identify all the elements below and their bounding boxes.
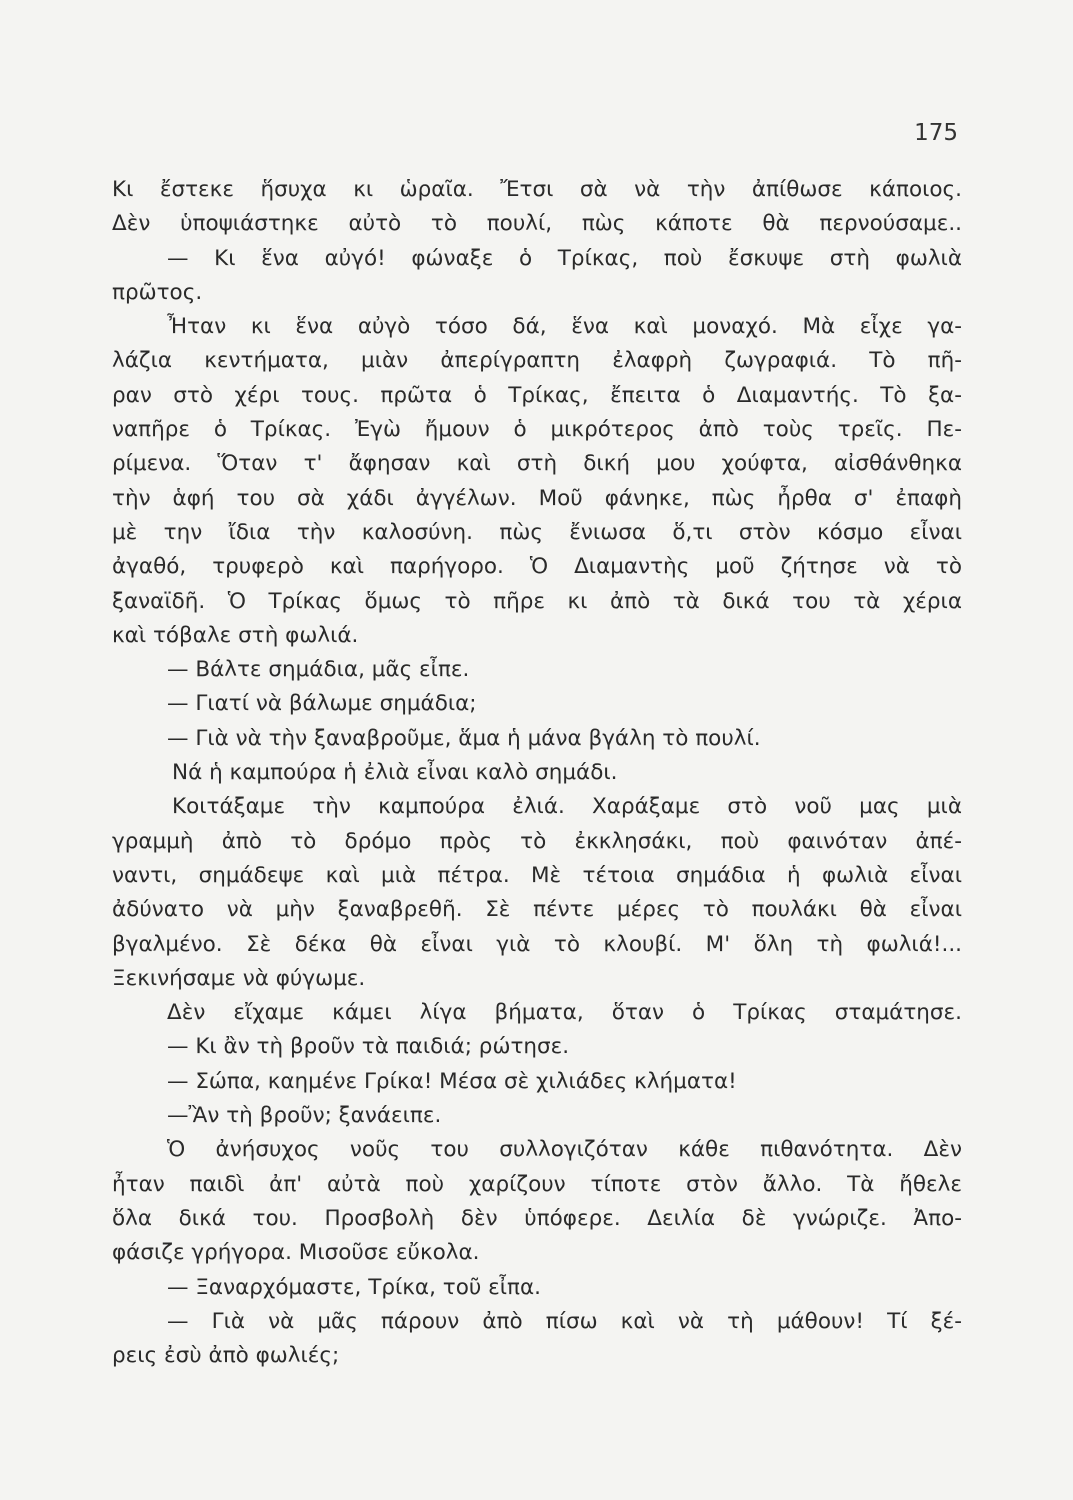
- text-line: Ξεκινήσαμε νὰ φύγωμε.: [112, 965, 366, 991]
- page-number: 175: [914, 120, 958, 146]
- text-line: Κοιτάξαμε τὴν καμπούρα ἐλιά. Χαράξαμε στὸ νοῦ μας μιὰ: [172, 794, 962, 820]
- text-line: τὴν ἁφή του σὰ χάδι ἀγγέλων. Μοῦ φάνηκε, πὼς ἦρθα σ' ἐπαφὴ: [112, 485, 962, 511]
- text-line: ἦταν παιδὶ ἀπ' αὐτὰ ποὺ χαρίζουν τίποτε στὸν ἄλλο. Τὰ ἤθελε: [112, 1171, 962, 1197]
- text-line: καὶ τόβαλε στὴ φωλιά.: [112, 622, 359, 648]
- text-line: φάσιζε γρήγορα. Μισοῦσε εὔκολα.: [112, 1240, 480, 1266]
- text-line: λάζια κεντήματα, μιὰν ἀπερίγραπτη ἐλαφρὴ ζωγραφιά. Τὸ πῆ-: [112, 348, 962, 374]
- text-line: — Ξαναρχόμαστε, Τρίκα, τοῦ εἶπα.: [167, 1274, 541, 1300]
- text-line: Ὁ ἀνήσυχος νοῦς του συλλογιζόταν κάθε πιθανότητα. Δὲν: [167, 1137, 962, 1163]
- text-line: — Κι ἂν τὴ βροῦν τὰ παιδιά; ρώτησε.: [167, 1034, 570, 1060]
- text-line: ρίμενα. Ὅταν τ' ἄφησαν καὶ στὴ δική μου χούφτα, αἰσθάνθηκα: [112, 451, 962, 477]
- text-line: — Κι ἕνα αὐγό! φώναξε ὁ Τρίκας, ποὺ ἔσκυψε στὴ φωλιὰ: [167, 245, 962, 271]
- text-line: — Βάλτε σημάδια, μᾶς εἶπε.: [167, 657, 470, 683]
- text-line: Κι ἔστεκε ἥσυχα κι ὡραῖα. Ἔτσι σὰ νὰ τὴν ἀπίθωσε κάποιος.: [112, 177, 962, 202]
- text-line: βγαλμένο. Σὲ δέκα θὰ εἶναι γιὰ τὸ κλουβί. Μ' ὅλη τὴ φωλιά!...: [112, 931, 962, 957]
- text-line: ναντι, σημάδεψε καὶ μιὰ πέτρα. Μὲ τέτοια σημάδια ἡ φωλιὰ εἶναι: [112, 862, 962, 888]
- text-line: ναπῆρε ὁ Τρίκας. Ἐγὼ ἤμουν ὁ μικρότερος ἀπὸ τοὺς τρεῖς. Πε-: [112, 417, 962, 443]
- text-line: — Γιὰ νὰ μᾶς πάρουν ἀπὸ πίσω καὶ νὰ τὴ μάθουν! Τί ξέ-: [167, 1308, 962, 1334]
- text-line: γραμμὴ ἀπὸ τὸ δρόμο πρὸς τὸ ἐκκλησάκι, ποὺ φαινόταν ἀπέ-: [112, 828, 962, 854]
- text-line: ἀγαθό, τρυφερὸ καὶ παρήγορο. Ὁ Διαμαντὴς μοῦ ζήτησε νὰ τὸ: [112, 554, 962, 580]
- text-line: — Σώπα, καημένε Γρίκα! Μέσα σὲ χιλιάδες κλήματα!: [167, 1068, 737, 1094]
- text-line: Ἦταν κι ἕνα αὐγὸ τόσο δά, ἕνα καὶ μοναχό. Μὰ εἶχε γα-: [167, 314, 962, 340]
- text-line: — Γιὰ νὰ τὴν ξαναβροῦμε, ἅμα ἡ μάνα βγάλη τὸ πουλί.: [167, 725, 761, 751]
- text-line: μὲ την ἴδια τὴν καλοσύνη. πὼς ἔνιωσα ὅ,τι στὸν κόσμο εἶναι: [112, 519, 962, 545]
- text-line: ἀδύνατο νὰ μὴν ξαναβρεθῆ. Σὲ πέντε μέρες τὸ πουλάκι θὰ εἶναι: [112, 897, 962, 923]
- body-text: [112, 173, 962, 1373]
- text-line: ρεις ἐσὺ ἀπὸ φωλιές;: [112, 1343, 340, 1369]
- text-line: ραν στὸ χέρι τους. πρῶτα ὁ Τρίκας, ἔπειτα ὁ Διαμαντής. Τὸ ξα-: [112, 382, 962, 408]
- text-line: πρῶτος.: [112, 279, 203, 305]
- text-line: Νά ἡ καμπούρα ἡ ἐλιὰ εἶναι καλὸ σημάδι.: [172, 760, 618, 786]
- text-line: ὅλα δικά του. Προσβολὴ δὲν ὑπόφερε. Δειλία δὲ γνώριζε. Ἀπο-: [112, 1205, 962, 1231]
- text-line: — Γιατί νὰ βάλωμε σημάδια;: [167, 691, 477, 717]
- text-line: Δὲν ὑποψιάστηκε αὐτὸ τὸ πουλί, πὼς κάποτε θὰ περνούσαμε..: [112, 211, 962, 237]
- text-line: Δὲν εἴχαμε κάμει λίγα βήματα, ὅταν ὁ Τρίκας σταμάτησε.: [167, 1000, 962, 1026]
- text-line: ξαναϊδῆ. Ὁ Τρίκας ὅμως τὸ πῆρε κι ἀπὸ τὰ δικά του τὰ χέρια: [112, 588, 962, 614]
- text-line: —Ἂν τὴ βροῦν; ξανάειπε.: [167, 1103, 442, 1129]
